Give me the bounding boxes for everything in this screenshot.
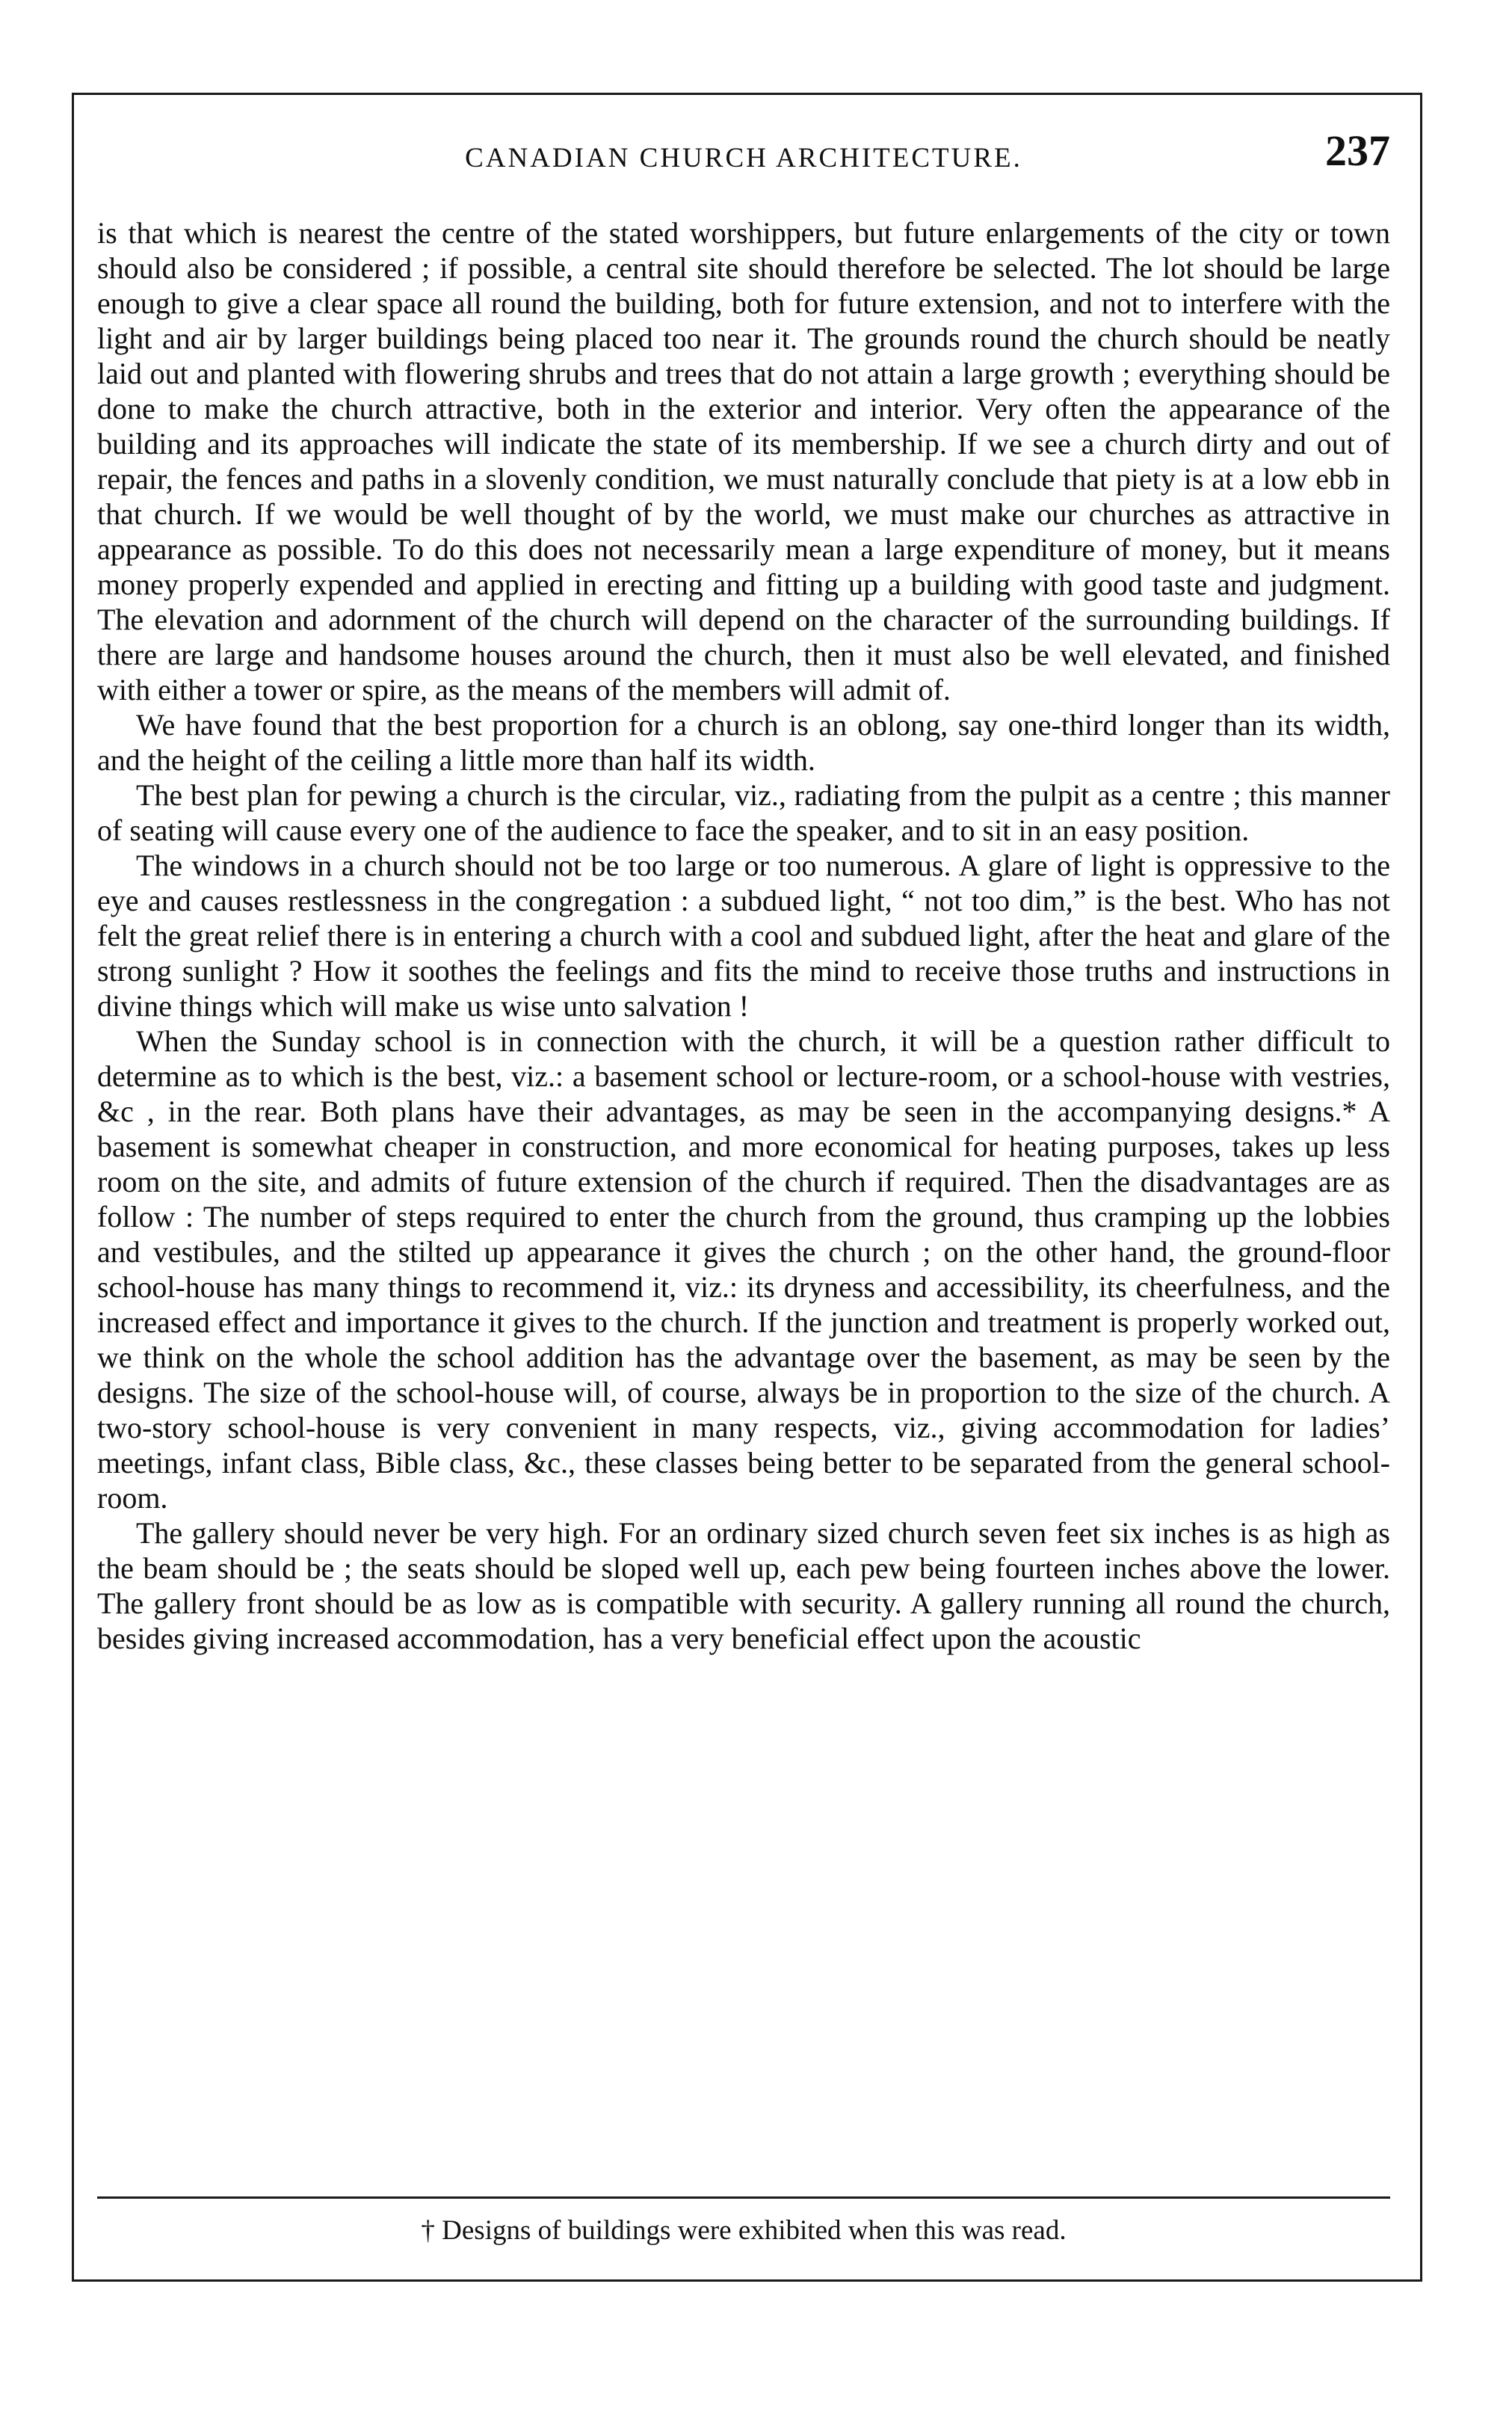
page-number: 237	[1325, 126, 1390, 175]
paragraph-pewing: The best plan for pewing a church is the circular, viz., radiating from the pulpit as a centre ; this manner of seating will cause every one of the audience to face the speaker, and to sit in an easy position.	[97, 778, 1390, 847]
footnote: † Designs of buildings were exhibited when this was read.	[421, 2215, 1067, 2246]
paragraph-site-and-grounds: is that which is nearest the centre of the stated worshippers, but future enlargements of the city or town should also be considered ; if possible, a central site should therefore be selected. The lot should be large enough to give a clear space all round the building, both for future extension, and not to interfere with the light and air by larger buildings being placed too near it. The grounds round the church should be neatly laid out and planted with flowering shrubs and trees that do not attain a large growth ; everything should be done to make the church attractive, both in the exterior and interior. Very often the appearance of the building and its approaches will indicate the state of its membership. If we see a church dirty and out of repair, the fences and paths in a slovenly condition, we must naturally conclude that piety is at a low ebb in that church. If we would be well thought of by the world, we must make our churches as attractive in appearance as possible. To do this does not necessarily mean a large expenditure of money, but it means money properly expended and applied in erecting and fitting up a building with good taste and judgment. The elevation and adornment of the church will depend on the character of the surrounding buildings. If there are large and handsome houses around the church, then it must also be well elevated, and finished with either a tower or spire, as the means of the members will admit of.	[97, 216, 1390, 706]
paragraph-sunday-school: When the Sunday school is in connection with the church, it will be a question rather difficult to determine as to which is the best, viz.: a basement school or lecture-room, or a school-house with vestries, &c , in the rear. Both plans have their advantages, as may be seen in the accompanying designs.* A basement is somewhat cheaper in construction, and more economical for heating purposes, takes up less room on the site, and admits of future extension of the church if required. Then the disadvantages are as follow : The number of steps required to enter the church from the ground, thus cramping up the lobbies and vestibules, and the stilted up appearance it gives the church ; on the other hand, the ground-floor school-house has many things to recommend it, viz.: its dryness and accessibility, its cheerfulness, and the increased effect and importance it gives to the church. If the junction and treatment is properly worked out, we think on the whole the school addition has the advantage over the basement, as may be seen by the designs. The size of the school-house will, of course, always be in proportion to the size of the church. A two-story school-house is very convenient in many respects, viz., giving accommodation for ladies’ meetings, infant class, Bible class, &c., these classes being better to be separated from the general school-room.	[97, 1024, 1390, 1515]
running-title: CANADIAN CHURCH ARCHITECTURE.	[465, 143, 1022, 173]
body-text	[97, 215, 1390, 1656]
paragraph-gallery: The gallery should never be very high. For an ordinary sized church seven feet six inches is as high as the beam should be ; the seats should be sloped well up, each pew being fourteen inches above the lower. The gallery front should be as low as is compatible with security. A gallery running all round the church, besides giving increased accommodation, has a very beneficial effect upon the acoustic	[97, 1516, 1390, 1655]
paragraph-proportion: We have found that the best proportion for a church is an oblong, say one-third longer than its width, and the height of the ceiling a little more than half its width.	[97, 708, 1390, 777]
paragraph-windows: The windows in a church should not be too large or too numerous. A glare of light is oppressive to the eye and causes restlessness in the congregation : a subdued light, “ not too dim,” is the best. Who has not felt the great relief there is in entering a church with a cool and subdued light, after the heat and glare of the strong sunlight ? How it soothes the feelings and fits the mind to receive those truths and instructions in divine things which will make us wise unto salvation !	[97, 849, 1390, 1023]
footnote-rule	[97, 2196, 1390, 2199]
running-head	[97, 126, 1390, 185]
